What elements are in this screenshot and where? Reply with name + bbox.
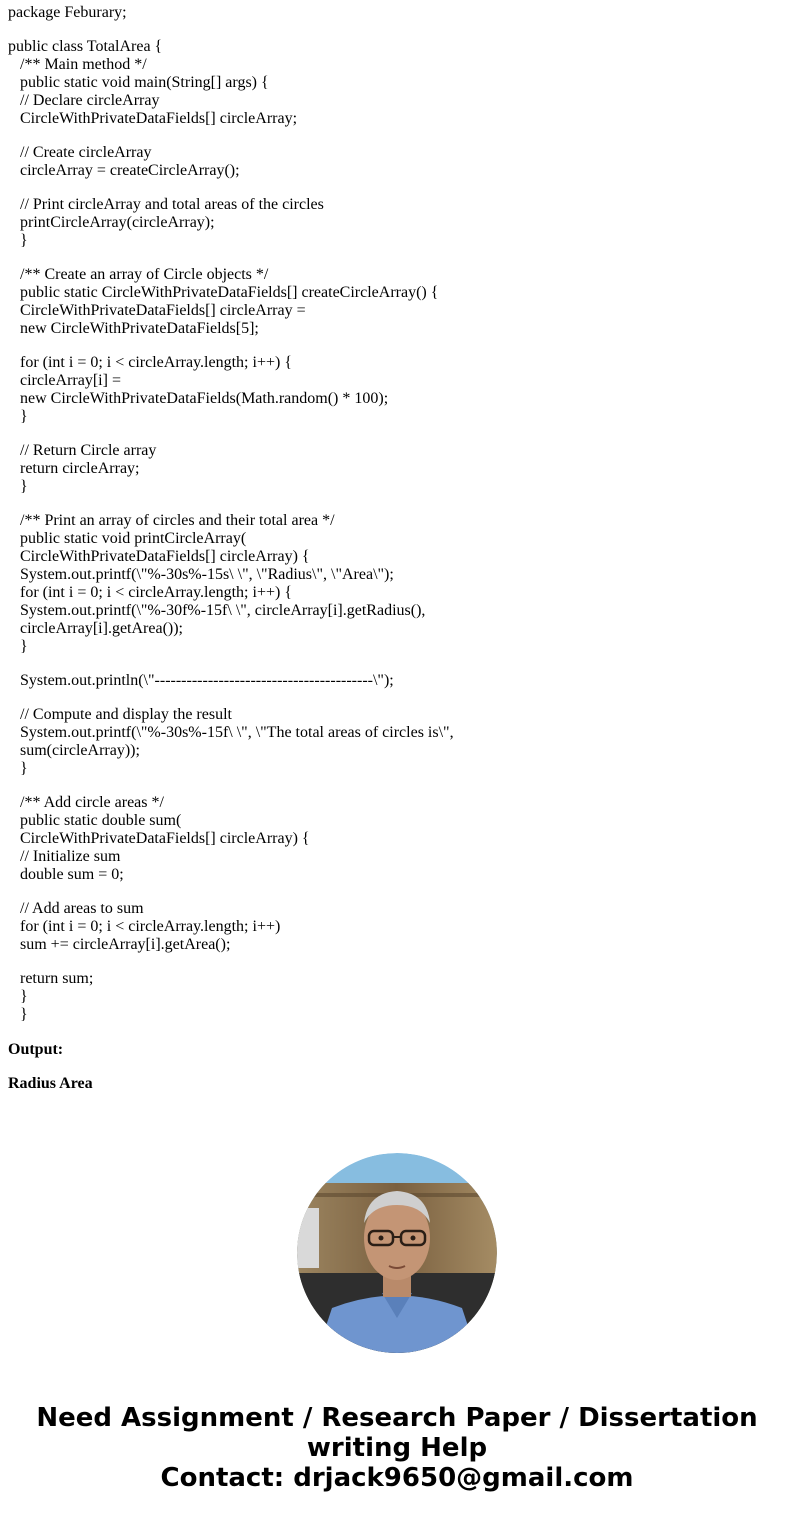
code-line: System.out.println(\"-----------------------------------------\"); [8, 672, 394, 689]
code-line: public static void printCircleArray( [8, 530, 247, 547]
code-line [8, 180, 788, 196]
code-line: printCircleArray(circleArray); [8, 214, 215, 231]
code-line: /** Create an array of Circle objects */ [8, 266, 269, 283]
output-label: Output: [8, 1041, 64, 1058]
code-line: } [8, 760, 28, 777]
code-line [8, 250, 788, 266]
code-listing [8, 4, 788, 1024]
ad-line-1: Need Assignment / Research Paper / Dissertation [36, 1403, 758, 1433]
code-line: // Compute and display the result [8, 706, 232, 723]
code-line: // Initialize sum [8, 848, 121, 865]
code-line: circleArray[i].getArea()); [8, 620, 183, 637]
code-line: // Return Circle array [8, 442, 157, 459]
code-line: // Create circleArray [8, 144, 152, 161]
code-line: CircleWithPrivateDataFields[] circleArray) { [8, 830, 310, 847]
code-line: for (int i = 0; i < circleArray.length; i++) { [8, 354, 292, 371]
code-line: } [8, 478, 28, 495]
code-line [8, 778, 788, 794]
code-line: } [8, 638, 28, 655]
code-line: // Print circleArray and total areas of the circles [8, 196, 324, 213]
code-line: sum(circleArray)); [8, 742, 140, 759]
code-line: for (int i = 0; i < circleArray.length; i++) { [8, 584, 292, 601]
code-line: /** Add circle areas */ [8, 794, 164, 811]
output-table-header: Radius Area [8, 1075, 93, 1092]
code-line: System.out.printf(\"%-30s%-15s\ \", \"Radius\", \"Area\"); [8, 566, 394, 583]
ad-line-2: writing Help [306, 1433, 488, 1463]
code-line: // Add areas to sum [8, 900, 144, 917]
code-line: package Feburary; [8, 4, 127, 21]
code-line: circleArray[i] = [8, 372, 121, 389]
code-line: sum += circleArray[i].getArea(); [8, 936, 231, 953]
code-line: /** Main method */ [8, 56, 147, 73]
author-photo-graphic [297, 1153, 497, 1353]
code-line: return sum; [8, 970, 94, 987]
code-line: public static CircleWithPrivateDataFields[] createCircleArray() { [8, 284, 439, 301]
code-line: public class TotalArea { [8, 38, 163, 55]
code-line: public static void main(String[] args) { [8, 74, 269, 91]
code-line [8, 656, 788, 672]
code-line: } [8, 988, 28, 1005]
code-line: } [8, 232, 28, 249]
code-line [8, 690, 788, 706]
author-photo [297, 1153, 497, 1353]
code-line: /** Print an array of circles and their total area */ [8, 512, 335, 529]
code-line [8, 426, 788, 442]
code-line [8, 884, 788, 900]
code-line: for (int i = 0; i < circleArray.length; i++) [8, 918, 281, 935]
code-line: circleArray = createCircleArray(); [8, 162, 240, 179]
code-line: CircleWithPrivateDataFields[] circleArray) { [8, 548, 310, 565]
code-line: } [8, 408, 28, 425]
code-line: public static double sum( [8, 812, 182, 829]
code-line: // Declare circleArray [8, 92, 160, 109]
code-line: System.out.printf(\"%-30f%-15f\ \", circleArray[i].getRadius(), [8, 602, 426, 619]
code-line: System.out.printf(\"%-30s%-15f\ \", \"The total areas of circles is\", [8, 724, 454, 741]
code-line: CircleWithPrivateDataFields[] circleArray = [8, 302, 306, 319]
code-line [8, 128, 788, 144]
code-line [8, 22, 788, 38]
code-line [8, 954, 788, 970]
code-line [8, 338, 788, 354]
code-line: new CircleWithPrivateDataFields(Math.random() * 100); [8, 390, 389, 407]
code-line: } [8, 1006, 28, 1023]
ad-contact-line: Contact: drjack9650@gmail.com [160, 1463, 634, 1493]
code-line: double sum = 0; [8, 866, 124, 883]
code-line: new CircleWithPrivateDataFields[5]; [8, 320, 259, 337]
code-line: return circleArray; [8, 460, 140, 477]
code-line: CircleWithPrivateDataFields[] circleArray; [8, 110, 298, 127]
contact-advertisement [0, 1403, 794, 1493]
code-line [8, 496, 788, 512]
